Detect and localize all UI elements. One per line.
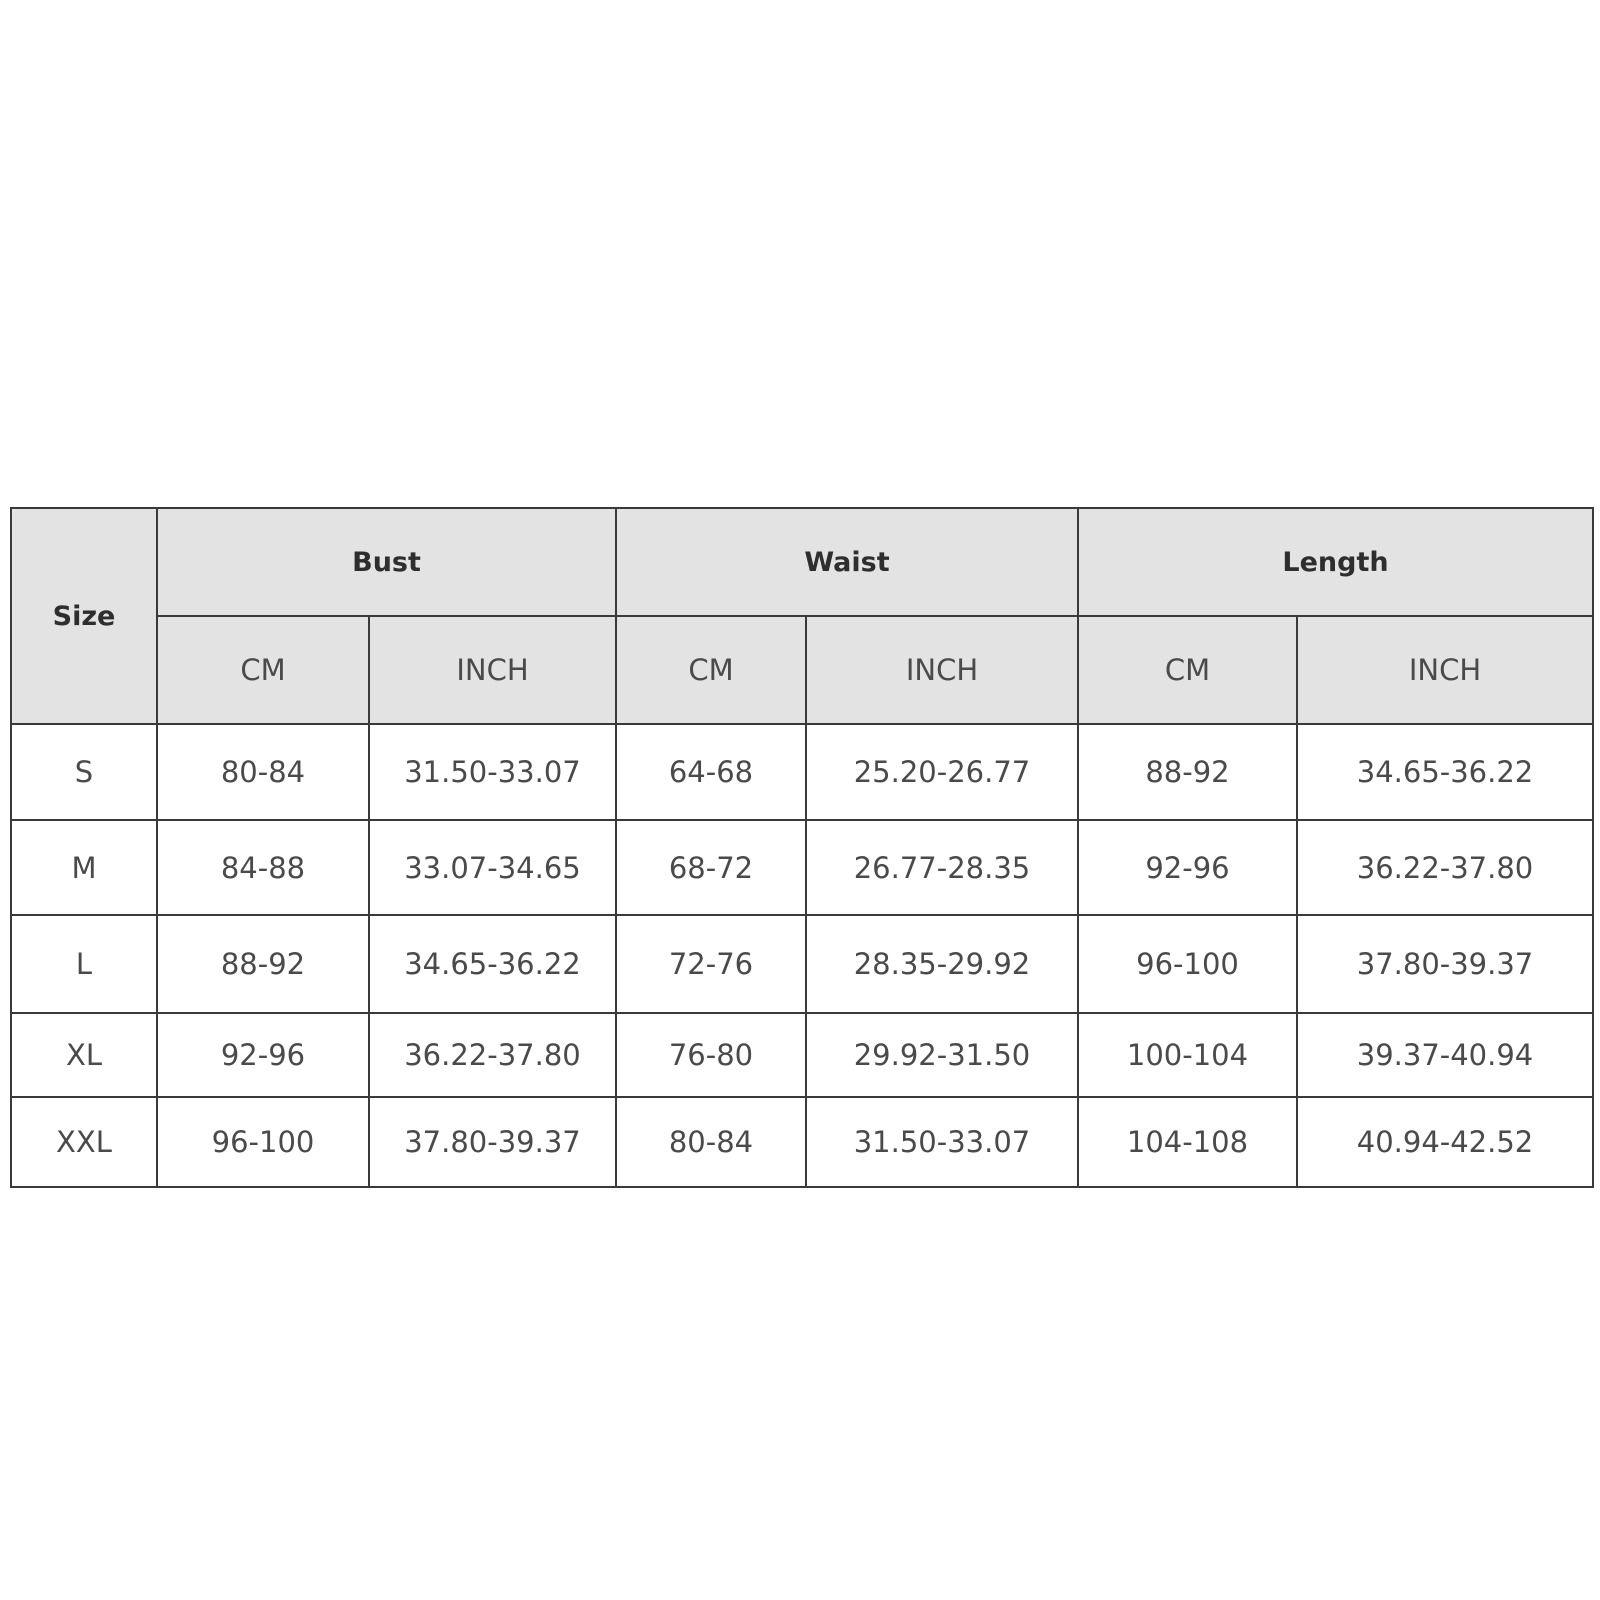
- size-cell: XL: [11, 1013, 157, 1097]
- bust-inch-cell: 31.50-33.07: [369, 724, 616, 820]
- bust-cm-cell: 88-92: [157, 915, 369, 1013]
- waist-inch-cell: 29.92-31.50: [806, 1013, 1078, 1097]
- bust-inch-cell: 37.80-39.37: [369, 1097, 616, 1187]
- length-cm-cell: 100-104: [1078, 1013, 1297, 1097]
- length-inch-header: INCH: [1297, 616, 1593, 724]
- table-row: [11, 1097, 1593, 1187]
- waist-cm-header: CM: [616, 616, 806, 724]
- waist-header: Waist: [616, 508, 1078, 616]
- bust-cm-cell: 80-84: [157, 724, 369, 820]
- bust-cm-cell: 96-100: [157, 1097, 369, 1187]
- length-inch-cell: 37.80-39.37: [1297, 915, 1593, 1013]
- bust-inch-cell: 36.22-37.80: [369, 1013, 616, 1097]
- waist-inch-cell: 25.20-26.77: [806, 724, 1078, 820]
- bust-cm-cell: 92-96: [157, 1013, 369, 1097]
- length-cm-cell: 88-92: [1078, 724, 1297, 820]
- length-inch-cell: 40.94-42.52: [1297, 1097, 1593, 1187]
- table-row: [11, 820, 1593, 915]
- size-cell: S: [11, 724, 157, 820]
- table-row: [11, 915, 1593, 1013]
- size-cell: L: [11, 915, 157, 1013]
- waist-inch-header: INCH: [806, 616, 1078, 724]
- length-inch-cell: 36.22-37.80: [1297, 820, 1593, 915]
- bust-inch-cell: 34.65-36.22: [369, 915, 616, 1013]
- waist-inch-cell: 26.77-28.35: [806, 820, 1078, 915]
- bust-inch-cell: 33.07-34.65: [369, 820, 616, 915]
- length-cm-header: CM: [1078, 616, 1297, 724]
- waist-cm-cell: 64-68: [616, 724, 806, 820]
- waist-cm-cell: 80-84: [616, 1097, 806, 1187]
- waist-inch-cell: 31.50-33.07: [806, 1097, 1078, 1187]
- size-cell: M: [11, 820, 157, 915]
- bust-header: Bust: [157, 508, 616, 616]
- bust-inch-header: INCH: [369, 616, 616, 724]
- waist-cm-cell: 72-76: [616, 915, 806, 1013]
- unit-header-row: [11, 616, 1593, 724]
- size-chart-table: [10, 507, 1594, 1188]
- bust-cm-header: CM: [157, 616, 369, 724]
- size-column-header: Size: [11, 508, 157, 724]
- length-inch-cell: 39.37-40.94: [1297, 1013, 1593, 1097]
- length-inch-cell: 34.65-36.22: [1297, 724, 1593, 820]
- table-row: [11, 1013, 1593, 1097]
- length-cm-cell: 96-100: [1078, 915, 1297, 1013]
- length-header: Length: [1078, 508, 1593, 616]
- length-cm-cell: 104-108: [1078, 1097, 1297, 1187]
- length-cm-cell: 92-96: [1078, 820, 1297, 915]
- waist-cm-cell: 68-72: [616, 820, 806, 915]
- bust-cm-cell: 84-88: [157, 820, 369, 915]
- group-header-row: [11, 508, 1593, 616]
- waist-inch-cell: 28.35-29.92: [806, 915, 1078, 1013]
- table-row: [11, 724, 1593, 820]
- size-cell: XXL: [11, 1097, 157, 1187]
- waist-cm-cell: 76-80: [616, 1013, 806, 1097]
